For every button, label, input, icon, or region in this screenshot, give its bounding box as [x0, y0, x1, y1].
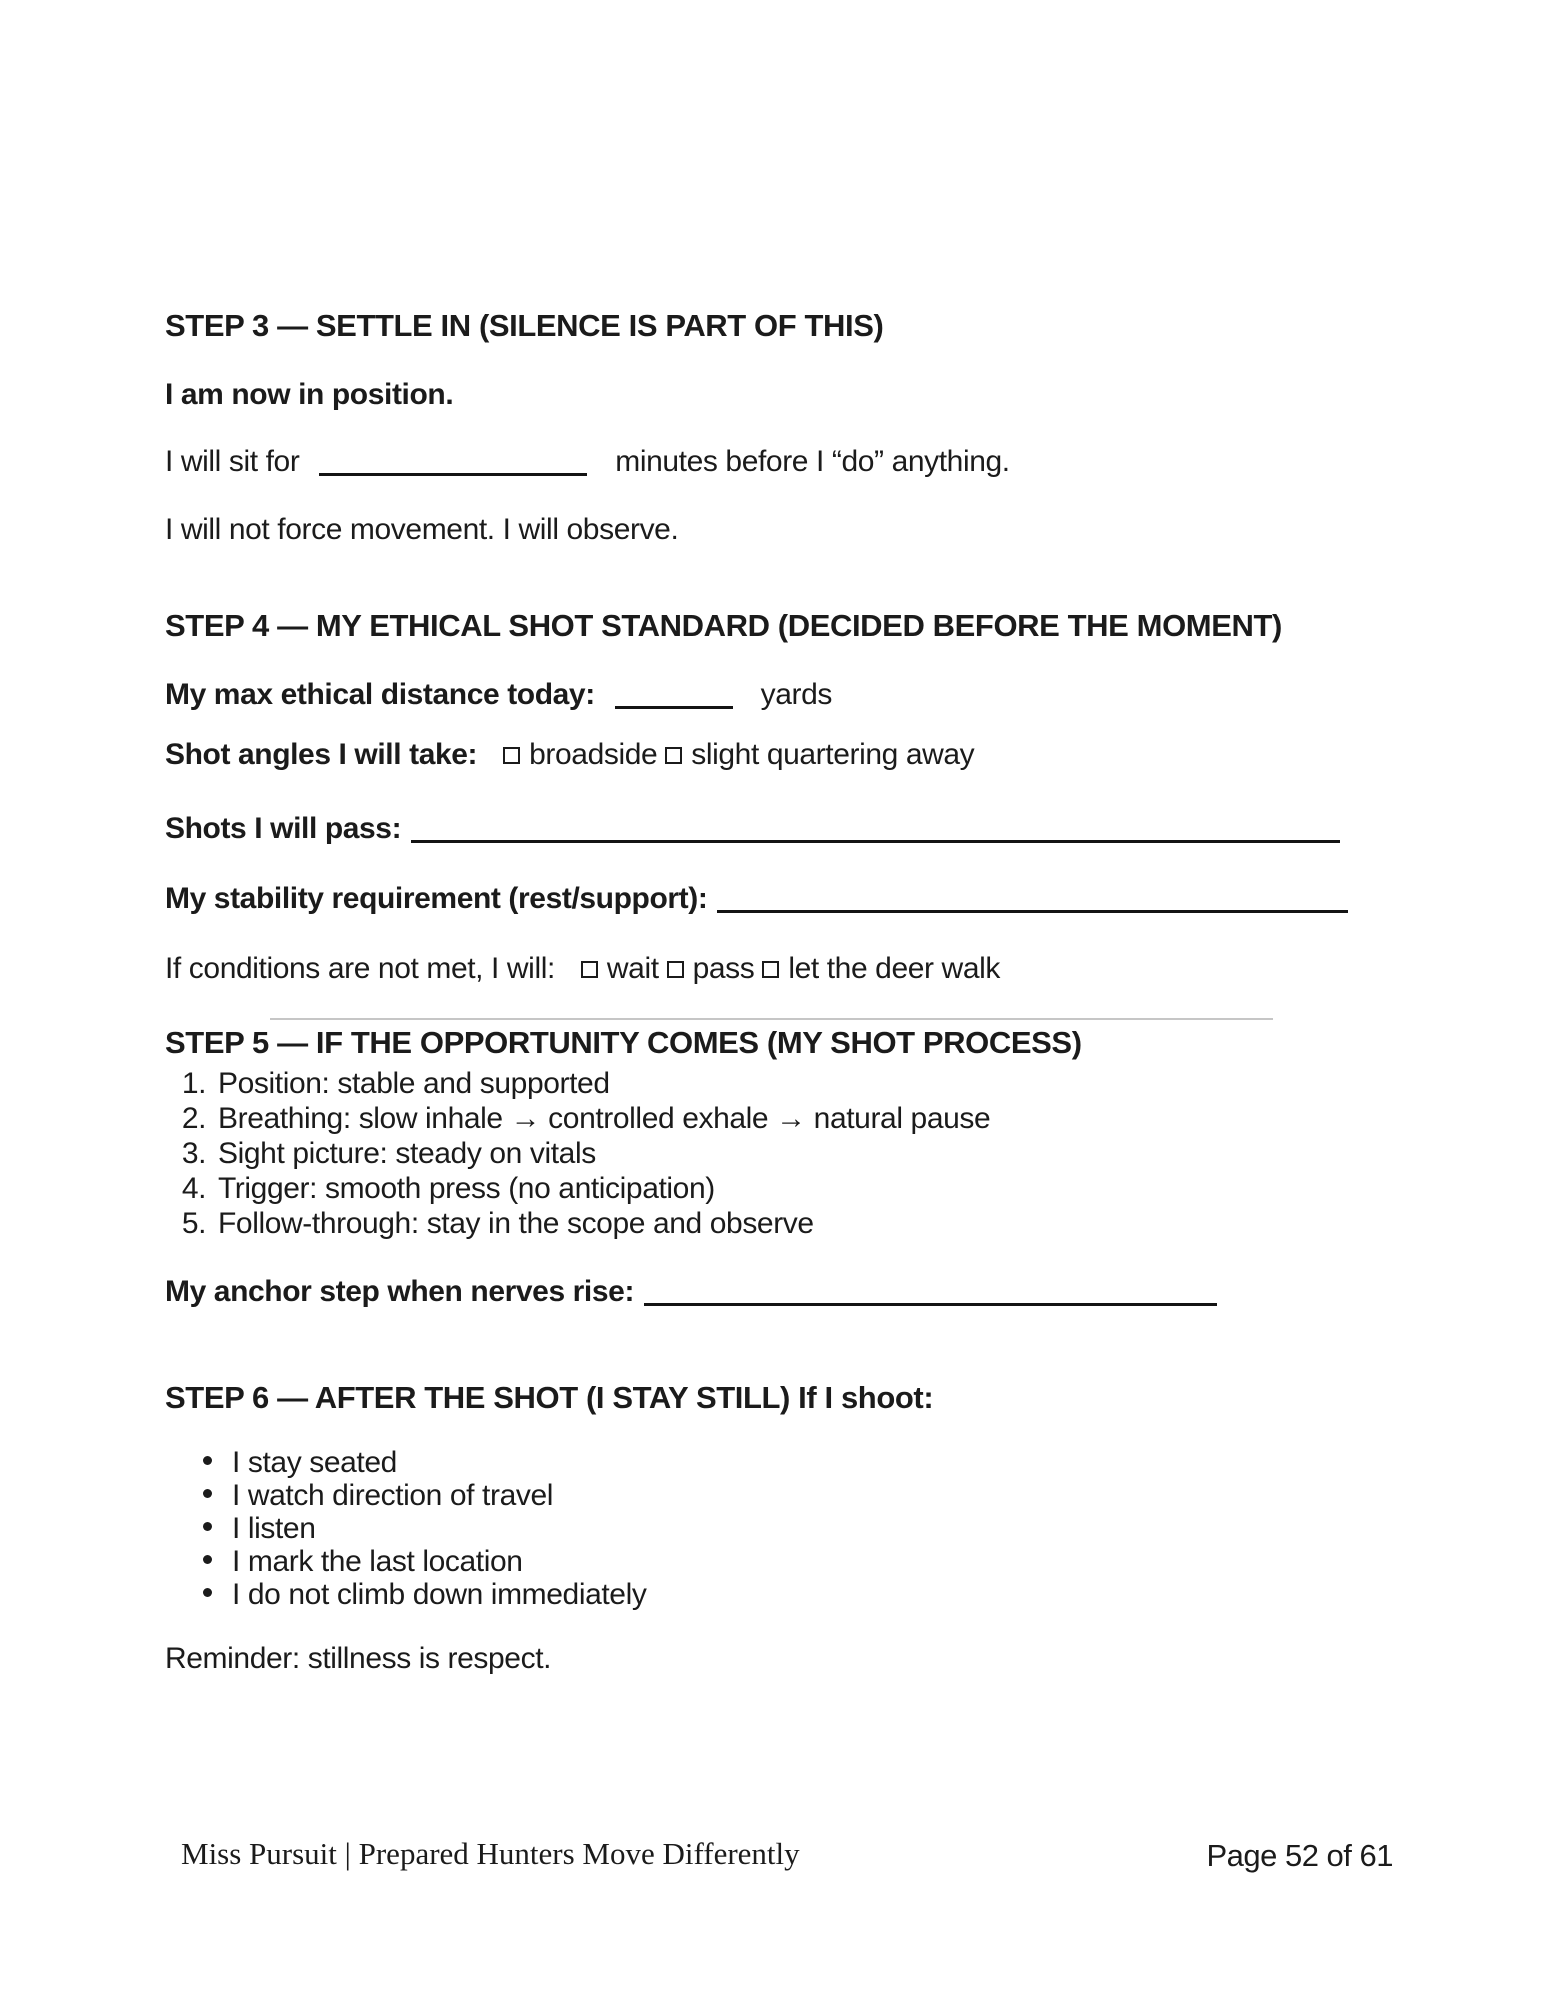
checkbox-icon: [503, 747, 520, 764]
list-item: [203, 1578, 646, 1611]
stability-label: My stability requirement (rest/support):: [165, 882, 708, 915]
reminder-line: Reminder: stillness is respect.: [165, 1642, 552, 1675]
max-distance-unit: yards: [760, 678, 832, 711]
list-item: 2. Breathing: slow inhale → controlled exhale → natural pause: [214, 1101, 990, 1136]
checkbox-icon: [667, 961, 684, 978]
after-shot-list: [203, 1446, 646, 1611]
list-item: [203, 1512, 646, 1545]
conditions-label: If conditions are not met, I will:: [165, 952, 555, 985]
footer-brand: Miss Pursuit | Prepared Hunters Move Differently: [181, 1836, 800, 1871]
bullet-text: I stay seated: [232, 1446, 397, 1479]
sit-minutes-blank: [319, 466, 587, 476]
sit-line-prefix: I will sit for: [165, 445, 300, 478]
bullet-icon: [203, 1522, 212, 1531]
list-item: [203, 1479, 646, 1512]
list-item: [203, 1545, 646, 1578]
condition-option-wait: wait: [606, 952, 659, 985]
list-item: 4. Trigger: smooth press (no anticipation): [214, 1171, 990, 1206]
step3-sit-line: [165, 444, 1010, 480]
bullet-icon: [203, 1555, 212, 1564]
step5-heading: STEP 5 — IF THE OPPORTUNITY COMES (MY SHOT PROCESS): [165, 1025, 1082, 1060]
page-number: Page 52 of 61: [1206, 1838, 1393, 1873]
checkbox-icon: [665, 747, 682, 764]
shot-angles-label: Shot angles I will take:: [165, 738, 478, 771]
conditions-line: [165, 951, 1000, 987]
shots-pass-blank: [411, 833, 1340, 843]
step3-observe-line: I will not force movement. I will observe.: [165, 513, 679, 546]
shot-angle-option-broadside: broadside: [529, 738, 658, 771]
step4-heading: STEP 4 — MY ETHICAL SHOT STANDARD (DECIDED BEFORE THE MOMENT): [165, 608, 1282, 643]
bullet-text: I watch direction of travel: [232, 1479, 554, 1512]
anchor-step-blank: [644, 1296, 1217, 1306]
bullet-text: I mark the last location: [232, 1545, 523, 1578]
shot-angle-option-quartering: slight quartering away: [691, 738, 975, 771]
sit-line-suffix: minutes before I “do” anything.: [615, 445, 1010, 478]
list-item: 5. Follow-through: stay in the scope and observe: [214, 1206, 990, 1241]
checkbox-icon: [581, 961, 598, 978]
step3-heading: STEP 3 — SETTLE IN (SILENCE IS PART OF THIS): [165, 308, 884, 343]
bullet-icon: [203, 1456, 212, 1465]
shot-process-list: [214, 1066, 990, 1241]
max-distance-label: My max ethical distance today:: [165, 678, 595, 711]
bullet-icon: [203, 1489, 212, 1498]
condition-option-let-walk: let the deer walk: [788, 952, 1000, 985]
shot-angles-line: [165, 737, 974, 773]
stability-line: [165, 881, 1348, 917]
shots-pass-label: Shots I will pass:: [165, 812, 402, 845]
max-distance-line: [165, 677, 832, 713]
shots-pass-line: [165, 811, 1340, 847]
bullet-text: I do not climb down immediately: [232, 1578, 647, 1611]
stability-blank: [717, 903, 1348, 913]
list-item: 3. Sight picture: steady on vitals: [214, 1136, 990, 1171]
list-item: [203, 1446, 646, 1479]
anchor-step-line: [165, 1274, 1217, 1310]
step6-heading: STEP 6 — AFTER THE SHOT (I STAY STILL) If I shoot:: [165, 1380, 934, 1415]
bullet-text: I listen: [232, 1512, 316, 1545]
anchor-step-label: My anchor step when nerves rise:: [165, 1275, 635, 1308]
section-divider-line: [270, 1018, 1273, 1020]
step3-position-statement: I am now in position.: [165, 378, 454, 411]
list-item: 1. Position: stable and supported: [214, 1066, 990, 1101]
checkbox-icon: [762, 961, 779, 978]
max-distance-blank: [615, 699, 733, 709]
condition-option-pass: pass: [692, 952, 755, 985]
bullet-icon: [203, 1588, 212, 1597]
